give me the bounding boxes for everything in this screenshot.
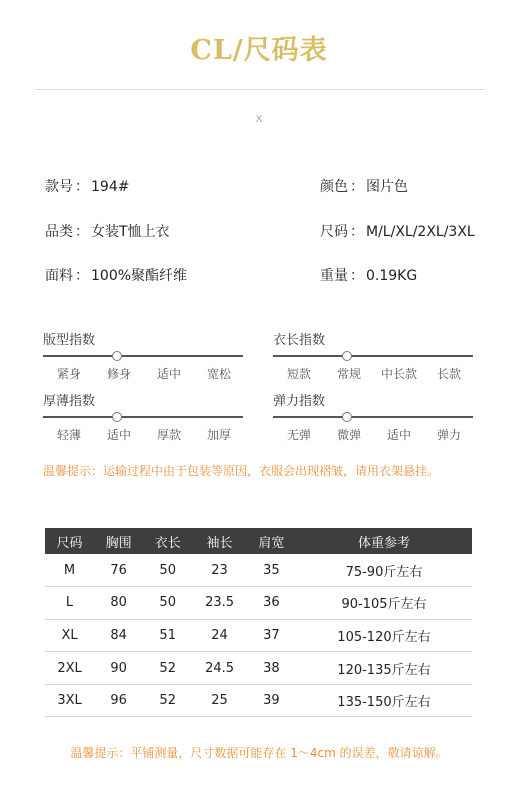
table-cell: 39	[247, 684, 296, 717]
table-row	[45, 587, 472, 620]
column-header: 体重参考	[296, 528, 472, 554]
scale-label: 厚薄指数	[43, 394, 96, 409]
scale-track	[43, 351, 243, 361]
scale-knob	[112, 351, 122, 361]
table-row	[45, 652, 472, 685]
column-header: 袖长	[192, 528, 247, 554]
table-row	[45, 684, 472, 717]
table-cell: 52	[143, 652, 192, 685]
info-value: 100%聚酯纤维	[91, 268, 188, 284]
table-cell: 135-150斤左右	[296, 684, 472, 717]
scale-option: 中长款	[380, 367, 418, 381]
table-cell: 23.5	[192, 587, 247, 620]
info-value: 194#	[91, 179, 130, 195]
info-key: 颜色	[320, 179, 348, 195]
table-cell: 52	[143, 684, 192, 717]
scale-option: 适中	[386, 428, 412, 442]
table-cell: 96	[94, 684, 143, 717]
table-cell: 105-120斤左右	[296, 619, 472, 652]
column-header: 衣长	[143, 528, 192, 554]
scale-option: 长款	[436, 367, 462, 381]
scale-thickness	[43, 392, 243, 444]
table-cell: 90	[94, 652, 143, 685]
column-header: 胸围	[94, 528, 143, 554]
table-cell: M	[45, 554, 94, 587]
scale-label: 版型指数	[43, 333, 96, 348]
table-cell: 90-105斤左右	[296, 587, 472, 620]
info-key: 尺码	[320, 224, 348, 240]
info-value: 图片色	[366, 179, 408, 195]
info-weight: 重量 ： 0.19KG	[320, 268, 418, 284]
scale-options	[273, 426, 473, 444]
scale-option: 适中	[106, 428, 132, 442]
scale-knob	[342, 412, 352, 422]
info-color: 颜色 ： 图片色	[320, 179, 408, 195]
column-header: 尺码	[45, 528, 94, 554]
watermark-mark: X	[255, 114, 263, 125]
table-cell: 50	[143, 554, 192, 587]
info-fabric: 面料 ： 100%聚酯纤维	[45, 268, 188, 284]
info-category: 品类 ： 女装T恤上衣	[45, 224, 170, 240]
scale-elasticity	[273, 392, 473, 444]
table-row	[45, 619, 472, 652]
info-size: 尺码 ： M/L/XL/2XL/3XL	[320, 224, 475, 240]
info-key: 重量	[320, 268, 348, 284]
scale-option: 微弹	[336, 428, 362, 442]
scale-options	[43, 426, 243, 444]
table-cell: 37	[247, 619, 296, 652]
scale-track	[273, 412, 473, 422]
scale-option: 轻薄	[56, 428, 82, 442]
table-cell: 2XL	[45, 652, 94, 685]
column-header: 肩宽	[247, 528, 296, 554]
table-cell: L	[45, 587, 94, 620]
table-cell: 75-90斤左右	[296, 554, 472, 587]
scale-option: 厚款	[156, 428, 182, 442]
notice-measurement: 温馨提示：平铺测量，尺寸数据可能存在 1～4cm 的误差，敬请谅解。	[70, 746, 448, 760]
table-cell: 51	[143, 619, 192, 652]
table-cell: 24.5	[192, 652, 247, 685]
info-key: 品类	[45, 224, 73, 240]
table-cell: 38	[247, 652, 296, 685]
scale-option: 无弹	[286, 428, 312, 442]
table-header-row	[45, 528, 472, 554]
table-cell: 3XL	[45, 684, 94, 717]
info-value: 0.19KG	[366, 268, 418, 284]
table-cell: XL	[45, 619, 94, 652]
scale-knob	[112, 412, 122, 422]
info-style-no: 款号 ： 194#	[45, 179, 130, 195]
table-cell: 120-135斤左右	[296, 652, 472, 685]
scale-length	[273, 331, 473, 383]
info-key: 面料	[45, 268, 73, 284]
scale-option: 宽松	[206, 367, 232, 381]
scale-option: 常规	[336, 367, 362, 381]
scale-knob	[342, 351, 352, 361]
scale-track	[273, 351, 473, 361]
scale-label: 弹力指数	[273, 394, 326, 409]
title-divider	[35, 89, 485, 90]
scale-label: 衣长指数	[273, 333, 326, 348]
info-value: M/L/XL/2XL/3XL	[366, 224, 475, 240]
scale-option: 弹力	[436, 428, 462, 442]
scale-fit	[43, 331, 243, 383]
table-cell: 36	[247, 587, 296, 620]
page-title: CL/尺码表	[190, 35, 328, 66]
scale-options	[43, 365, 243, 383]
table-row	[45, 554, 472, 587]
table-cell: 25	[192, 684, 247, 717]
scale-option: 短款	[286, 367, 312, 381]
info-key: 款号	[45, 179, 73, 195]
scale-track	[43, 412, 243, 422]
table-cell: 24	[192, 619, 247, 652]
scale-options	[273, 365, 473, 383]
scale-option: 加厚	[206, 428, 232, 442]
table-cell: 84	[94, 619, 143, 652]
table-cell: 50	[143, 587, 192, 620]
table-cell: 76	[94, 554, 143, 587]
size-table	[45, 528, 472, 717]
table-cell: 80	[94, 587, 143, 620]
info-value: 女装T恤上衣	[91, 224, 170, 240]
scale-option: 紧身	[56, 367, 82, 381]
table-cell: 23	[192, 554, 247, 587]
scale-option: 修身	[106, 367, 132, 381]
table-cell: 35	[247, 554, 296, 587]
notice-shipping: 温馨提示：运输过程中由于包装等原因，衣服会出现褶皱，请用衣架悬挂。	[43, 464, 440, 478]
scale-option: 适中	[156, 367, 182, 381]
